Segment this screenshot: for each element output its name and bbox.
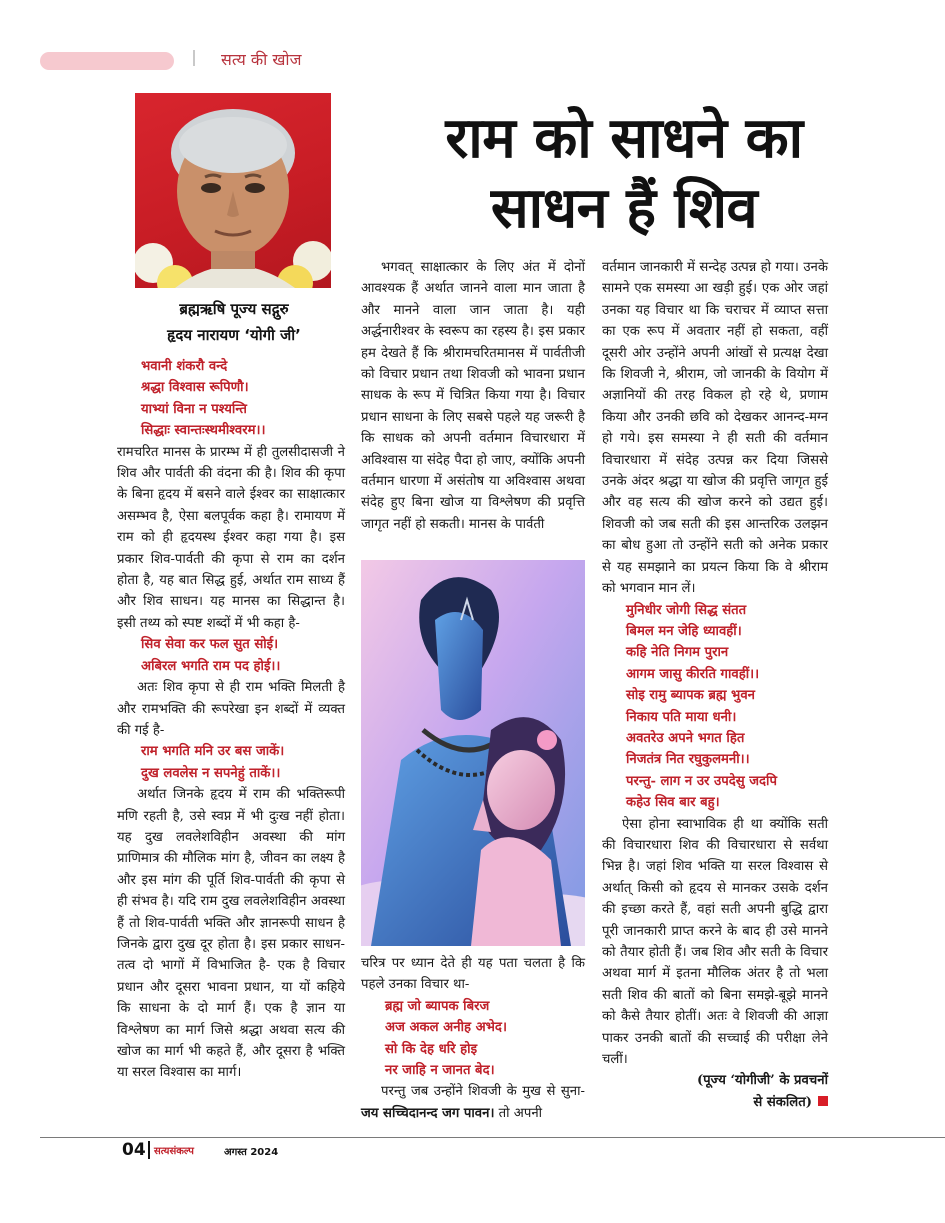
page-number: 04	[122, 1140, 146, 1160]
verse-line: सिव सेवा कर फल सुत सोई।	[141, 637, 279, 653]
verse-line: कहेउ सिव बार बहु।	[626, 795, 720, 811]
verse-line	[626, 771, 828, 792]
end-mark-icon	[818, 1096, 828, 1106]
footer-divider	[148, 1141, 150, 1159]
author-name	[122, 296, 346, 348]
verse-line: दुख लवलेस न सपनेहुं ताकें।।	[141, 765, 281, 781]
verse-line: श्रद्धा विश्वास रूपिणौ।	[141, 380, 249, 396]
verse-line: निकाय पति माया धनी।	[626, 709, 737, 725]
verse-block	[117, 634, 345, 677]
verse-line: निजतंत्र नित रघुकुलमनी।।	[626, 752, 750, 768]
title-line-1: राम को साधने का	[445, 106, 803, 171]
attribution-line: (पूज्य ‘योगीजी’ के प्रवचनों	[696, 1073, 828, 1089]
verse-line: अबिरल भगति राम पद होई।।	[141, 658, 281, 674]
paragraph: भगवत् साक्षात्कार के लिए अंत में दोनों आवश्यक हैं अर्थात जानने वाला मान जाता है और मानने वाला जान जाता है। यही अर्द्धनारीश्वर के स्वरूप का रहस्य है। इस प्रकार हम देखते हैं कि श्रीरामचरितमानस में पार्वतीजी को विचार प्रधान तथा शिवजी को भावना प्रधान साधक के रूप में चित्रित किया गया है। विचार प्रधान साधना के लिए सबसे पहले यह जरूरी है कि साधक को अपनी वर्तमान विचारधारा में अविश्वास या संदेह पैदा हो जाए, क्योंकि अपनी वर्तमान धारणा में असंतोष या अविश्वास अथवा संदेह हुए बिना खोज या विश्लेषण की प्रवृत्ति जागृत नहीं हो सकती। मानस के पार्वती	[361, 260, 585, 532]
verse-line: कहि नेति निगम पुरान	[626, 645, 729, 661]
verse-block	[117, 356, 345, 442]
verse-prefix: परन्तु-	[626, 773, 661, 789]
verse-line: अज अकल अनीह अभेद।	[385, 1020, 507, 1036]
verse-text: लाग न उर उपदेसु जदपि	[660, 773, 777, 789]
verse-line: बिमल मन जेहि ध्यावहीं।	[626, 623, 742, 639]
section-label: सत्य की खोज	[221, 50, 302, 69]
paragraph: ऐसा होना स्वाभाविक ही था क्योंकि सती की विचारधारा शिव की विचारधारा से सर्वथा भिन्न है। जहां शिव भक्ति या सरल विश्वास से अर्थात् किसी को हृदय से मानकर उसके दर्शन की इच्छा करते हैं, वहां सती अपनी बुद्धि द्वारा पूरी जानकारी प्राप्त करने के बाद ही उसे मानने को तैयार होती हैं। जब शिव और सती के विचार अथवा मार्ग में इतना मौलिक अंतर है तो भला सती शिव की बातों को बिना समझे-बूझे मानने को कैसे तैयार होतीं। अतः वे शिवजी की आज्ञा पाकर उनकी बातों की सच्चाई की परीक्षा लेने चलीं।	[602, 816, 828, 1068]
author-line-1: ब्रह्मऋषि पूज्य सद्गुरु	[179, 300, 289, 318]
verse-line: सिद्धाः स्वान्तःस्थमीश्वरम।।	[141, 423, 266, 439]
column-3	[602, 257, 828, 1113]
column-2-bottom	[361, 953, 585, 1124]
paragraph: अर्थात जिनके हृदय में राम की भक्तिरूपी मणि रहती है, उसे स्वप्न में भी दुःख नहीं होता। यह दुख लवलेशविहीन अवस्था की मांग प्राणिमात्र की मौलिक मांग है, जीवन का लक्ष्य है और इस मांग की पूर्ति शिव-पार्वती की कृपा से ही संभव है। यदि राम दुख लवलेशविहीन अवस्था हैं तो शिव-पार्वती भक्ति और ज्ञानरूपी साधन है जिनके द्वारा दुख दूर होता है। इस प्रकार साधन-तत्व दो भागों में विभाजित है- एक है विचार प्रधान और दूसरा भावना प्रधान, या यों कहिये कि साधना के दो मार्ग हैं। एक है ज्ञान या विश्लेषण का मार्ग जिसे श्रद्धा अथवा सत्य की खोज का मार्ग भी कहते हैं, और दूसरा है भक्ति या सरल विश्वास का मार्ग।	[117, 787, 345, 1081]
verse-block	[361, 996, 585, 1082]
article-title	[352, 104, 896, 244]
attribution	[602, 1070, 828, 1113]
paragraph: वर्तमान जानकारी में सन्देह उत्पन्न हो गया। उनके सामने एक समस्या आ खड़ी हुई। एक ओर जहां उनका यह विचार था कि चराचर में व्याप्त सत्ता का एक रूप में अवतार नहीं हो सकता, वहीं दूसरी ओर उन्होंने अपनी आंखों से प्रत्यक्ष देखा कि शिवजी ने, श्रीराम, जो जानकी के वियोग में अज्ञानियों की तरह विकल हो रहे थे, प्रणाम किया और उनकी छवि को देखकर आनन्द-मग्न हो गये। इस समस्या ने ही सती की वर्तमान विचारधारा में संदेह उत्पन्न कर दिया जिससे उनके अंदर श्रद्धा या खोज की प्रवृत्ति जागृत हुई और वह सत्य की खोज करने को उद्यत हुई। शिवजी को जब सती की इस आन्तरिक उलझन का बोध हुआ तो उन्होंने सती को अनेक प्रकार से यह समझाने का प्रयत्न किया कि वे श्रीराम को भगवान मान लें।	[602, 260, 828, 597]
attribution-text: से संकलित)	[753, 1094, 812, 1110]
paragraph-text: तो अपनी	[494, 1105, 543, 1121]
verse-line: सोइ रामु ब्यापक ब्रह्म भुवन	[626, 688, 755, 704]
paragraph: चरित्र पर ध्यान देते ही यह पता चलता है कि पहले उनका विचार था-	[361, 956, 585, 993]
magazine-logo: सत्यसंकल्प	[154, 1146, 194, 1157]
header-divider	[193, 50, 195, 66]
author-line-2: हृदय नारायण ‘योगी जी’	[167, 326, 301, 344]
verse-line: राम भगति मनि उर बस जाकें।	[141, 744, 285, 760]
verse-line: आगम जासु कीरति गावहीं।।	[626, 666, 760, 682]
verse-line: याभ्यां विना न पश्यन्ति	[141, 401, 247, 417]
verse-line: मुनिधीर जोगी सिद्ध संतत	[626, 602, 747, 618]
verse-line: नर जाहि न जानत बेद।	[385, 1063, 495, 1079]
quoted-phrase: जय सच्चिदानन्द जग पावन।	[361, 1105, 495, 1121]
verse-block	[117, 741, 345, 784]
attribution-line	[602, 1092, 828, 1113]
shiva-parvati-painting	[361, 560, 585, 946]
verse-block	[602, 600, 828, 814]
verse-line: अवतरेउ अपने भगत हित	[626, 730, 745, 746]
verse-line: ब्रह्म जो ब्यापक बिरज	[385, 998, 490, 1014]
verse-line: सो कि देह धरि होइ	[385, 1041, 478, 1057]
author-portrait	[135, 93, 331, 288]
verse-line: भवानी शंकरौ वन्दे	[141, 359, 228, 374]
column-2-top	[361, 257, 585, 535]
paragraph: रामचरित मानस के प्रारम्भ में ही तुलसीदासजी ने शिव और पार्वती की वंदना की है। शिव की कृपा के बिना हृदय में बसने वाले ईश्वर का साक्षात्कार असम्भव है, ऐसा बलपूर्वक कहा है। रामायण में राम को ही हृदयस्थ ईश्वर कहा गया है। इस प्रकार शिव-पार्वती की कृपा से राम का दर्शन होता है, यह बात सिद्ध हुई, अर्थात राम साध्य हैं और शिव साधन। यह मानस का सिद्धान्त है। इसी तथ्य को स्पष्ट शब्दों में भी कहा है-	[117, 444, 345, 631]
paragraph: अतः शिव कृपा से ही राम भक्ति मिलती है और रामभक्ति की रूपरेखा इन शब्दों में व्यक्त की गई है-	[117, 680, 345, 738]
header-pill	[40, 52, 174, 70]
issue-date: अगस्त 2024	[224, 1147, 279, 1158]
column-1	[117, 356, 345, 1084]
paragraph-text: परन्तु जब उन्होंने शिवजी के मुख से सुना-	[381, 1084, 585, 1100]
title-line-2: साधन हैं शिव	[490, 176, 758, 241]
paragraph	[361, 1081, 585, 1124]
footer-rule	[40, 1137, 945, 1138]
